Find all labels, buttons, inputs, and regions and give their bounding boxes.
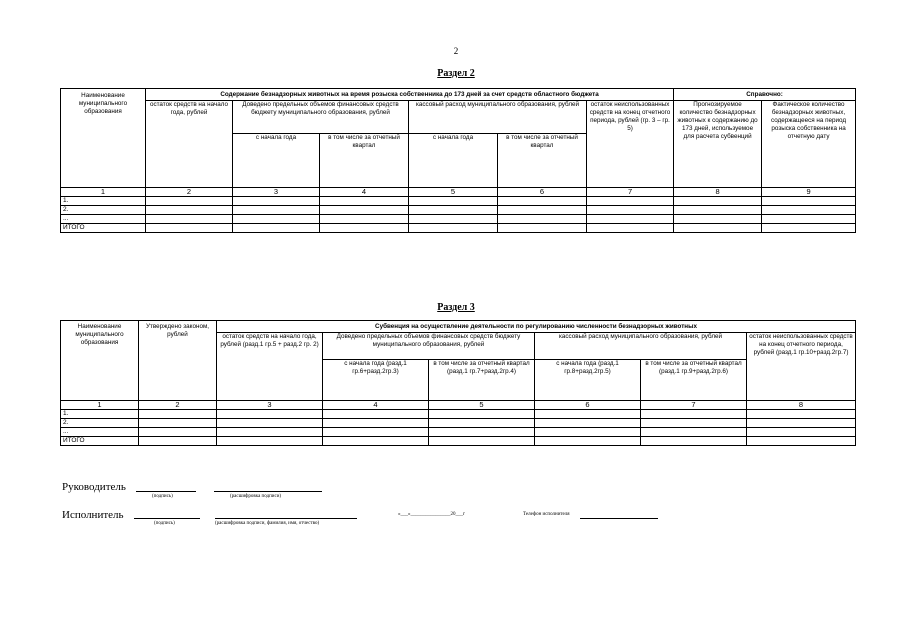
table-cell[interactable] — [762, 224, 856, 233]
table-cell[interactable] — [233, 224, 320, 233]
table-cell[interactable] — [146, 215, 233, 224]
table-cell[interactable] — [320, 224, 409, 233]
table-cell[interactable] — [217, 410, 323, 419]
s3-colnum: 4 — [323, 401, 429, 410]
table-cell[interactable] — [587, 215, 674, 224]
table-cell[interactable] — [233, 215, 320, 224]
s2-colnum: 9 — [762, 188, 856, 197]
table-cell[interactable] — [674, 197, 762, 206]
s2-row-label: 2. — [61, 206, 146, 215]
s2-header-col7: остаток неиспользованных средств на конец отчетного периода, рублей (гр. 3 – гр. 5) — [587, 101, 674, 188]
s3-row-label: 1. — [61, 410, 139, 419]
table-row — [61, 197, 856, 206]
executor-label: Исполнитель — [62, 509, 124, 521]
s3-header-col3: остаток средств на начало года, рублей (разд.1 гр.5 + разд.2 гр. 2) — [217, 333, 323, 401]
table-cell[interactable] — [762, 206, 856, 215]
table-row — [61, 419, 856, 428]
section-2-table — [60, 88, 856, 233]
s2-header-col5: с начала года — [409, 134, 498, 188]
head-signature-hint: (подпись) — [152, 494, 173, 499]
s2-header-col8: Прогнозируемое количество безнадзорных животных к содержанию до 173 дней, используемое для расчета субвенций — [674, 101, 762, 188]
executor-name-hint: (расшифровка подписи, фамилия, имя, отчество) — [215, 521, 320, 526]
table-cell[interactable] — [320, 215, 409, 224]
head-name-line[interactable] — [214, 491, 322, 492]
section-3-table — [60, 320, 856, 446]
s3-header-group: Субвенция на осуществление деятельности по регулированию численности безнадзорных животных — [217, 321, 856, 333]
s3-header-col6: с начала года (разд.1 гр.8+разд.2гр.5) — [535, 360, 641, 401]
table-cell[interactable] — [587, 206, 674, 215]
s2-colnum: 1 — [61, 188, 146, 197]
table-cell[interactable] — [429, 410, 535, 419]
table-cell[interactable] — [409, 197, 498, 206]
phone-label: Телефон исполнителя — [523, 512, 570, 517]
table-cell[interactable] — [641, 437, 747, 446]
table-cell[interactable] — [535, 410, 641, 419]
table-cell[interactable] — [323, 419, 429, 428]
table-cell[interactable] — [747, 410, 856, 419]
table-cell[interactable] — [535, 419, 641, 428]
s3-colnum: 7 — [641, 401, 747, 410]
table-cell[interactable] — [498, 215, 587, 224]
s2-colnum: 7 — [587, 188, 674, 197]
table-cell[interactable] — [498, 197, 587, 206]
table-cell[interactable] — [747, 437, 856, 446]
table-cell[interactable] — [323, 428, 429, 437]
table-row — [61, 410, 856, 419]
table-cell[interactable] — [320, 197, 409, 206]
table-cell[interactable] — [762, 197, 856, 206]
s2-header-reference: Справочно: — [674, 89, 856, 101]
s3-header-col4: с начала года (разд.1 гр.6+разд.2гр.3) — [323, 360, 429, 401]
head-name-hint: (расшифровка подписи) — [230, 494, 282, 499]
table-row-total — [61, 224, 856, 233]
table-cell[interactable] — [217, 437, 323, 446]
s3-header-col5: в том числе за отчетный квартал (разд.1 гр.7+разд.2гр.4) — [429, 360, 535, 401]
table-cell[interactable] — [323, 410, 429, 419]
s3-colnum: 1 — [61, 401, 139, 410]
phone-input-line[interactable] — [580, 518, 658, 519]
date-field[interactable]: «___»________________20___г — [398, 512, 466, 517]
s2-colnum: 2 — [146, 188, 233, 197]
table-cell[interactable] — [498, 206, 587, 215]
s3-row-label: ... — [61, 428, 139, 437]
table-cell[interactable] — [641, 410, 747, 419]
table-cell[interactable] — [674, 206, 762, 215]
table-cell[interactable] — [747, 428, 856, 437]
s2-header-col4: в том числе за отчетный квартал — [320, 134, 409, 188]
table-cell[interactable] — [146, 206, 233, 215]
s3-colnum: 2 — [139, 401, 217, 410]
table-cell[interactable] — [139, 419, 217, 428]
table-cell[interactable] — [535, 428, 641, 437]
table-row — [61, 206, 856, 215]
s3-header-col67: кассовый расход муниципального образования, рублей — [535, 333, 747, 360]
s2-header-col9: Фактическое количество безнадзорных животных, содержащееся на период розыска собственника на отчетную дату — [762, 101, 856, 188]
section-2-title: Раздел 2 — [437, 68, 475, 79]
table-cell[interactable] — [217, 419, 323, 428]
s2-row-label: 1. — [61, 197, 146, 206]
executor-signature-hint: (подпись) — [154, 521, 175, 526]
table-row — [61, 215, 856, 224]
table-cell[interactable] — [217, 428, 323, 437]
table-cell[interactable] — [139, 437, 217, 446]
s2-colnum: 4 — [320, 188, 409, 197]
table-row-total — [61, 437, 856, 446]
s3-header-municipality: Наименование муниципального образования — [61, 321, 139, 401]
section-3-title: Раздел 3 — [437, 302, 475, 313]
table-cell[interactable] — [674, 215, 762, 224]
s3-header-col7: в том числе за отчетный квартал (разд.1 гр.9+разд.2гр.6) — [641, 360, 747, 401]
s2-header-group: Содержание безнадзорных животных на время розыска собственника до 173 дней за счет средств областного бюджета — [146, 89, 674, 101]
table-cell[interactable] — [587, 197, 674, 206]
table-cell[interactable] — [233, 206, 320, 215]
page-number: 2 — [453, 46, 459, 56]
s2-colnum: 5 — [409, 188, 498, 197]
s2-header-col2: остаток средств на начало года, рублей — [146, 101, 233, 188]
table-row — [61, 428, 856, 437]
table-cell[interactable] — [498, 224, 587, 233]
s2-colnum: 8 — [674, 188, 762, 197]
s3-header-approved: Утверждено законом, рублей — [139, 321, 217, 401]
s3-colnum: 8 — [747, 401, 856, 410]
s2-header-col3: с начала года — [233, 134, 320, 188]
s3-colnum: 6 — [535, 401, 641, 410]
table-cell[interactable] — [146, 224, 233, 233]
table-cell[interactable] — [409, 215, 498, 224]
table-cell[interactable] — [587, 224, 674, 233]
table-cell[interactable] — [747, 419, 856, 428]
table-cell[interactable] — [429, 419, 535, 428]
s2-header-col34: Доведено предельных объемов финансовых средств бюджету муниципального образования, рублей — [233, 101, 409, 134]
table-cell[interactable] — [535, 437, 641, 446]
s3-colnum: 5 — [429, 401, 535, 410]
table-cell[interactable] — [429, 428, 535, 437]
s2-row-total-label: ИТОГО — [61, 224, 146, 233]
executor-signature-line[interactable] — [134, 518, 200, 519]
table-cell[interactable] — [409, 206, 498, 215]
table-cell[interactable] — [233, 197, 320, 206]
table-cell[interactable] — [139, 428, 217, 437]
s3-row-label: 2. — [61, 419, 139, 428]
table-cell[interactable] — [146, 197, 233, 206]
s2-row-label: ... — [61, 215, 146, 224]
s3-colnum: 3 — [217, 401, 323, 410]
table-cell[interactable] — [762, 215, 856, 224]
s3-row-total-label: ИТОГО — [61, 437, 139, 446]
s3-header-col8: остаток неиспользованных средств на конец отчетного периода, рублей (разд.1 гр.10+разд.2гр.7) — [747, 333, 856, 401]
s2-colnum: 3 — [233, 188, 320, 197]
table-cell[interactable] — [409, 224, 498, 233]
table-cell[interactable] — [139, 410, 217, 419]
s3-header-col45: Доведено предельных объемов финансовых средств бюджету муниципального образования, рублей — [323, 333, 535, 360]
table-cell[interactable] — [429, 437, 535, 446]
table-cell[interactable] — [320, 206, 409, 215]
s2-colnum: 6 — [498, 188, 587, 197]
head-label: Руководитель — [62, 481, 126, 493]
table-cell[interactable] — [641, 419, 747, 428]
executor-name-line[interactable] — [215, 518, 357, 519]
table-cell[interactable] — [674, 224, 762, 233]
s2-header-col6: в том числе за отчетный квартал — [498, 134, 587, 188]
s2-header-municipality: Наименование муниципального образования — [61, 89, 146, 188]
head-signature-line[interactable] — [136, 491, 196, 492]
s2-header-col56: кассовый расход муниципального образования, рублей — [409, 101, 587, 134]
table-cell[interactable] — [641, 428, 747, 437]
table-cell[interactable] — [323, 437, 429, 446]
